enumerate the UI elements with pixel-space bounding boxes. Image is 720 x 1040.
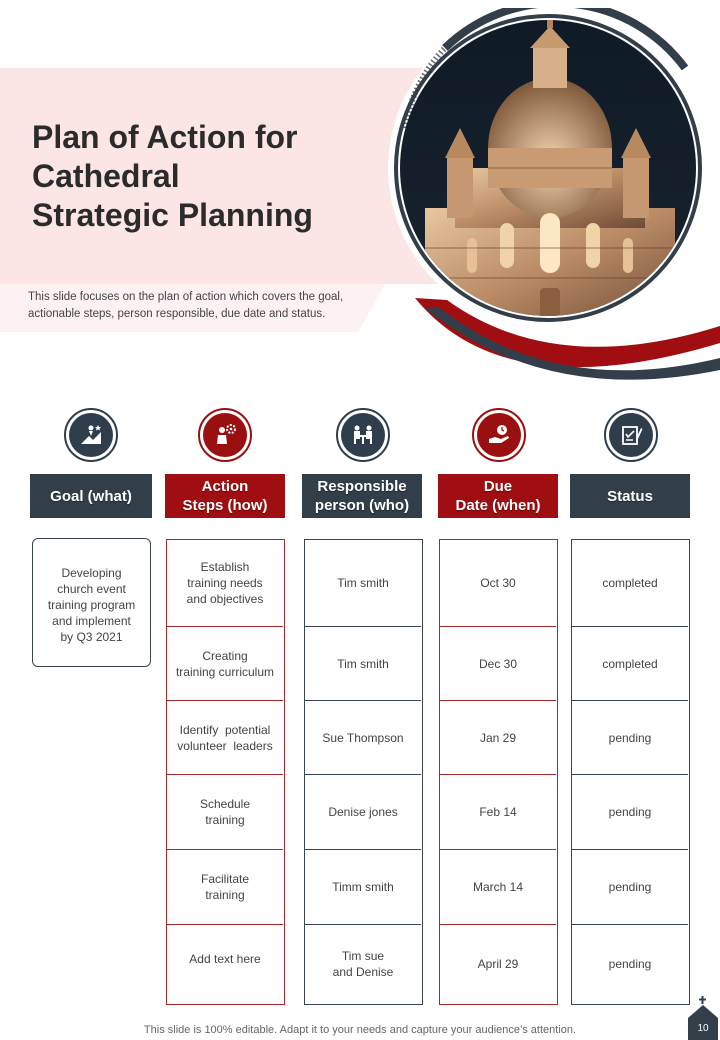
goal-box: Developing church event training program and implement by Q3 2021 (32, 538, 151, 667)
table-cell: Facilitate training (167, 849, 283, 924)
page-description: This slide focuses on the plan of action which covers the goal, actionable steps, person responsible, due date and status. (28, 291, 344, 320)
header-due-date: Due Date (when) (438, 474, 558, 518)
footer-note: This slide is 100% editable. Adapt it to your needs and capture your audience’s attention. (143, 1024, 577, 1036)
table-cell: Sue Thompson (305, 700, 421, 774)
action-steps-column (166, 539, 285, 1005)
cathedral-photo (385, 8, 720, 380)
header-responsible: Responsible person (who) (302, 474, 422, 518)
action-gear-person-icon (198, 408, 252, 462)
table-cell: Add text here (167, 924, 283, 1003)
table-cell: Tim smith (305, 626, 421, 700)
table-cell: Establish training needs and objectives (186, 560, 264, 606)
table-cell: Feb 14 (440, 774, 556, 849)
header-goal: Goal (what) (30, 474, 152, 518)
table-cell: Schedule training (167, 774, 283, 849)
table-cell: Jan 29 (440, 700, 556, 774)
responsible-column (304, 539, 423, 1005)
due-date-column (439, 539, 558, 1005)
table-cell: Timm smith (305, 849, 421, 924)
table-cell: Denise jones (305, 774, 421, 849)
status-cell: pending (572, 924, 688, 1003)
table-cell: Oct 30 (480, 576, 516, 590)
goal-climb-icon (64, 408, 118, 462)
status-column (571, 539, 690, 1005)
status-cell: completed (602, 576, 658, 590)
table-cell: Creating training curriculum (167, 626, 283, 700)
table-cell: March 14 (440, 849, 556, 924)
status-cell: pending (572, 849, 688, 924)
header-status: Status (570, 474, 690, 518)
report-pen-icon (604, 408, 658, 462)
clock-hand-icon (472, 408, 526, 462)
header-action-steps: Action Steps (how) (165, 474, 285, 518)
page-number: 10 (697, 1023, 709, 1034)
status-cell: pending (572, 700, 688, 774)
table-cell: Tim smith (337, 576, 389, 590)
table-cell: Tim sue and Denise (305, 924, 421, 1003)
table-cell: Dec 30 (440, 626, 556, 700)
church-page-badge (686, 996, 720, 1040)
table-cell: Identify potential volunteer leaders (167, 700, 283, 774)
table-cell: April 29 (440, 924, 556, 1003)
status-cell: completed (572, 626, 688, 700)
page-title: Plan of Action for Cathedral Strategic Planning (32, 119, 313, 233)
meeting-people-icon (336, 408, 390, 462)
status-cell: pending (572, 774, 688, 849)
